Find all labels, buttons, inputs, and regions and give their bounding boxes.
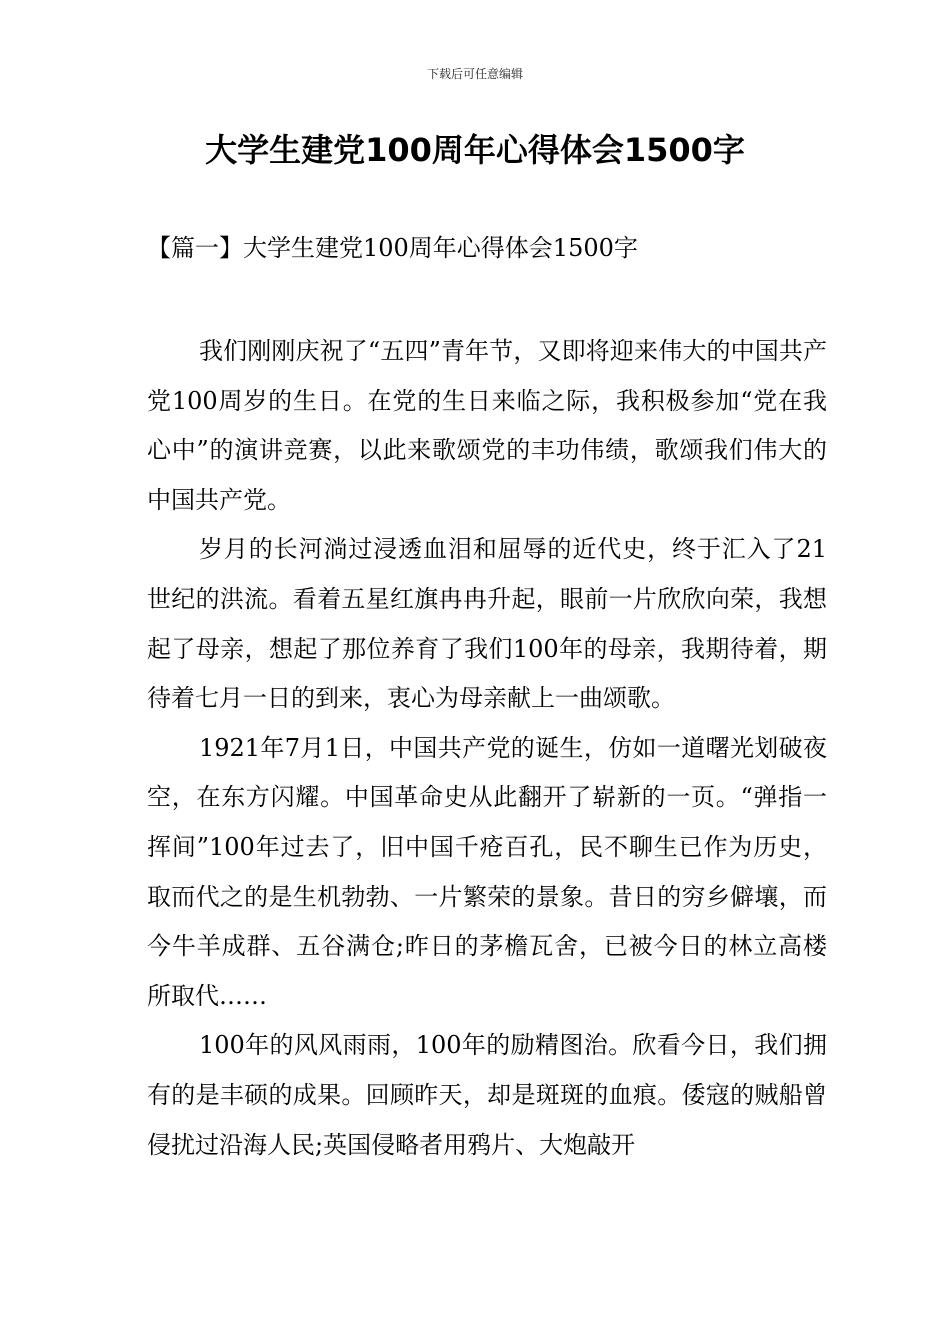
paragraph: 岁月的长河淌过浸透血泪和屈辱的近代史，终于汇入了21世纪的洪流。看着五星红旗冉冉升起，眼前一片欣欣向荣，我想起了母亲，想起了那位养育了我们100年的母亲，我期待着，期待着七月一日的到来，衷心为母亲献上一曲颂歌。 — [147, 535, 827, 713]
paragraph: 1921年7月1日，中国共产党的诞生，仿如一道曙光划破夜空，在东方闪耀。中国革命史从此翻开了崭新的一页。“弹指一挥间”100年过去了，旧中国千疮百孔，民不聊生已作为历史，取而代之的是生机勃勃、一片繁荣的景象。昔日的穷乡僻壤，而今牛羊成群、五谷满仓;昨日的茅檐瓦舍，已被今日的林立高楼所取代…… — [147, 733, 827, 1010]
document-title: 大学生建党100周年心得体会1500字 — [205, 131, 745, 169]
paragraph: 100年的风风雨雨，100年的励精图治。欣看今日，我们拥有的是丰硕的成果。回顾昨天，却是斑斑的血痕。倭寇的贼船曾侵扰过沿海人民;英国侵略者用鸦片、大炮敲开 — [147, 1031, 827, 1159]
section-heading: 【篇一】大学生建党100周年心得体会1500字 — [147, 234, 638, 262]
body-text — [147, 327, 827, 1170]
paragraph: 我们刚刚庆祝了“五四”青年节，又即将迎来伟大的中国共产党100周岁的生日。在党的生日来临之际，我积极参加“党在我心中”的演讲竞赛，以此来歌颂党的丰功伟绩，歌颂我们伟大的中国共产党。 — [147, 337, 827, 514]
header-note: 下载后可任意编辑 — [426, 67, 523, 81]
